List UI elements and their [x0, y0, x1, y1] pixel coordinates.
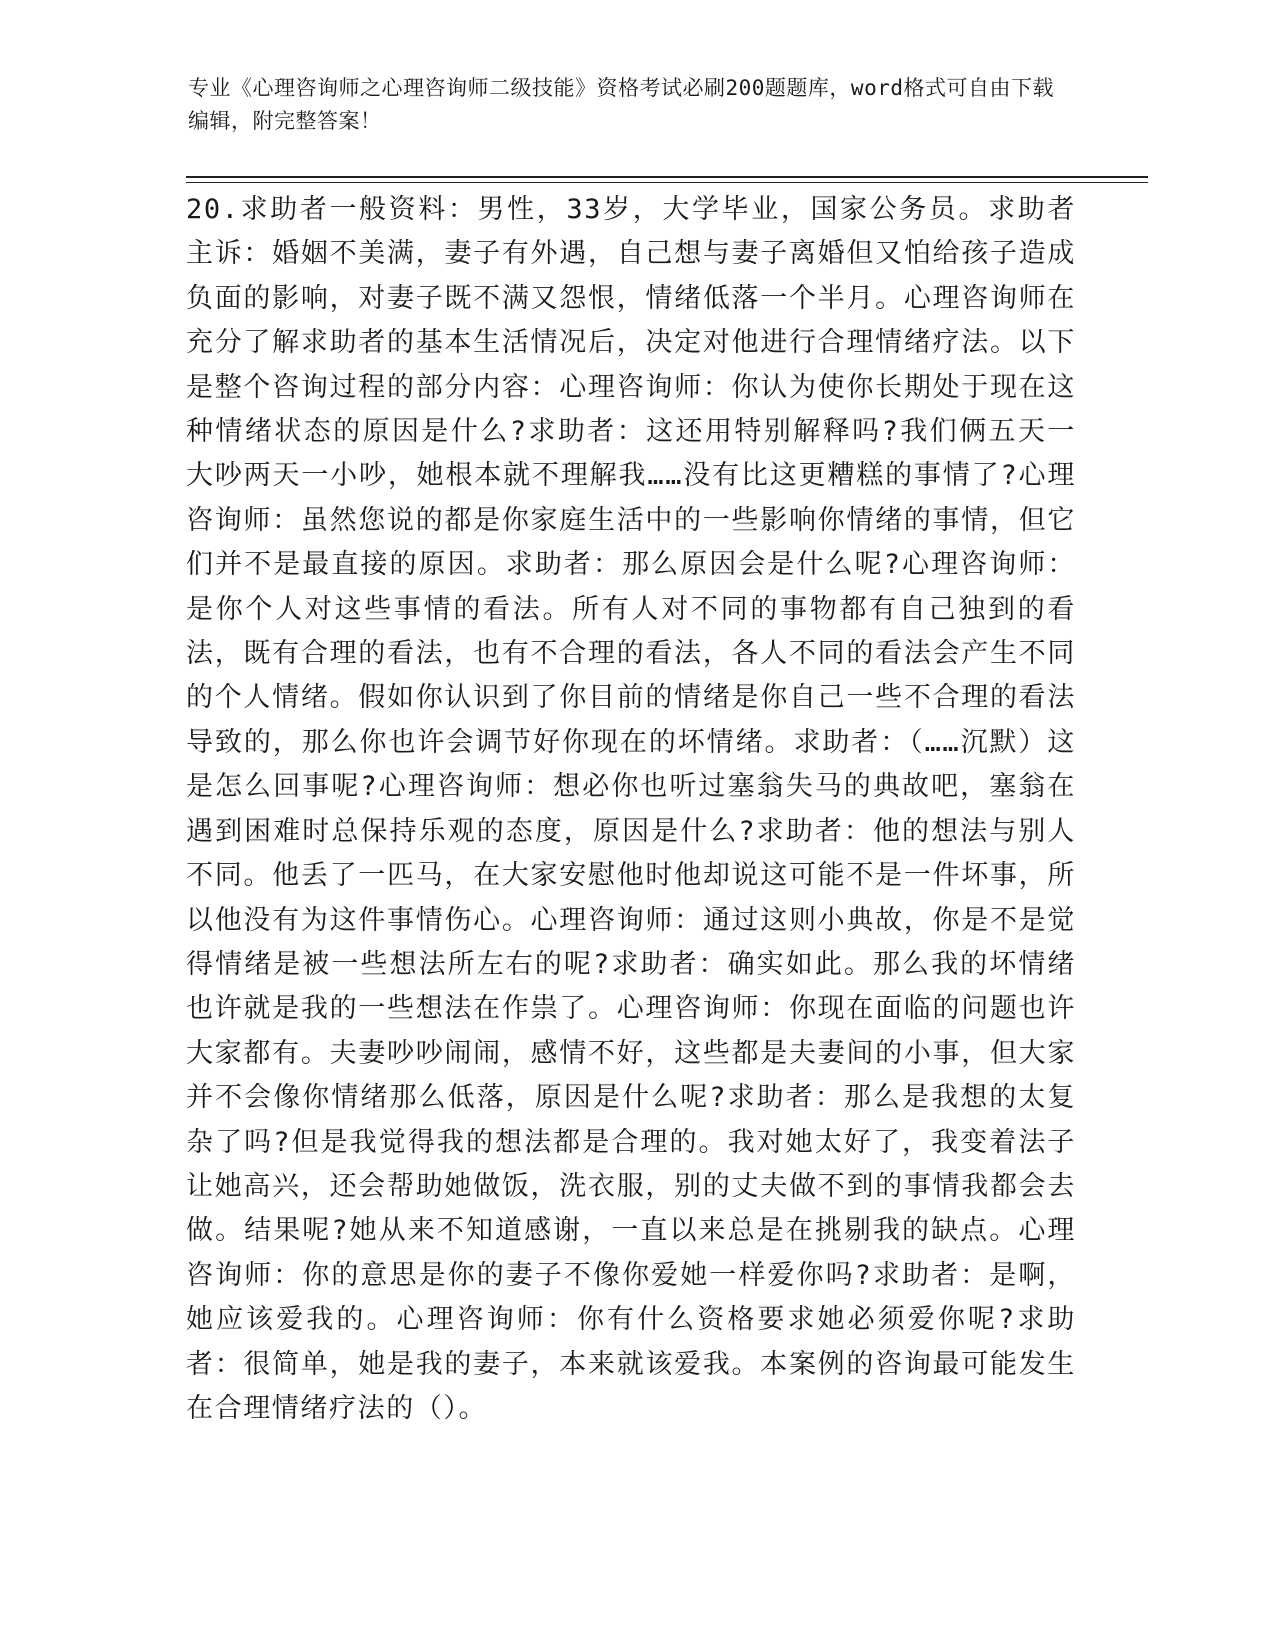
document-header: 专业《心理咨询师之心理咨询师二级技能》资格考试必刷200题题库，word格式可自由下载编辑，附完整答案！	[188, 76, 1054, 133]
header-divider-thick	[186, 176, 1148, 178]
question-text: 20.求助者一般资料：男性，33岁，大学毕业，国家公务员。求助者主诉：婚姻不美满，妻子有外遇，自己想与妻子离婚但又怕给孩子造成负面的影响，对妻子既不满又怨恨，情绪低落一个半月。心理咨询师在充分了解求助者的基本生活情况后，决定对他进行合理情绪疗法。以下是整个咨询过程的部分内容：心理咨询师：你认为使你长期处于现在这种情绪状态的原因是什么?求助者：这还用特别解释吗?我们俩五天一大吵两天一小吵，她根本就不理解我……没有比这更糟糕的事情了?心理咨询师：虽然您说的都是你家庭生活中的一些影响你情绪的事情，但它们并不是最直接的原因。求助者：那么原因会是什么呢?心理咨询师：是你个人对这些事情的看法。所有人对不同的事物都有自己独到的看法，既有合理的看法，也有不合理的看法，各人不同的看法会产生不同的个人情绪。假如你认识到了你目前的情绪是你自己一些不合理的看法导致的，那么你也许会调节好你现在的坏情绪。求助者：（……沉默）这是怎么回事呢?心理咨询师：想必你也听过塞翁失马的典故吧，塞翁在遇到困难时总保持乐观的态度，原因是什么?求助者：他的想法与别人不同。他丢了一匹马，在大家安慰他时他却说这可能不是一件坏事，所以他没有为这件事情伤心。心理咨询师：通过这则小典故，你是不是觉得情绪是被一些想法所左右的呢?求助者：确实如此。那么我的坏情绪也许就是我的一些想法在作祟了。心理咨询师：你现在面临的问题也许大家都有。夫妻吵吵闹闹，感情不好，这些都是夫妻间的小事，但大家并不会像你情绪那么低落，原因是什么呢?求助者：那么是我想的太复杂了吗?但是我觉得我的想法都是合理的。我对她太好了，我变着法子让她高兴，还会帮助她做饭，洗衣服，别的丈夫做不到的事情我都会去做。结果呢?她从来不知道感谢，一直以来总是在挑剔我的缺点。心理咨询师：你的意思是你的妻子不像你爱她一样爱你吗?求助者：是啊，她应该爱我的。心理咨询师：你有什么资格要求她必须爱你呢?求助者：很简单，她是我的妻子，本来就该爱我。本案例的咨询最可能发生在合理情绪疗法的（）。	[186, 194, 1076, 1424]
header-divider-thin	[186, 182, 1148, 183]
